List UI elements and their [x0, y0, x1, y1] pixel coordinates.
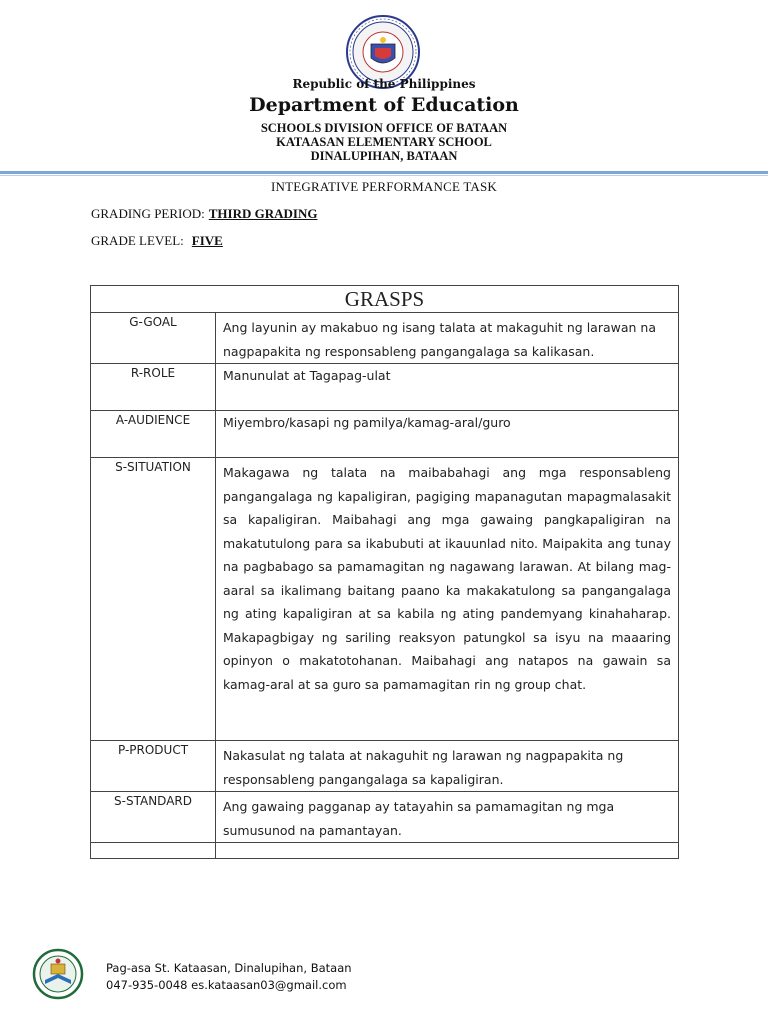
row-text-empty — [216, 843, 679, 859]
table-row — [91, 364, 679, 411]
row-label: A-AUDIENCE — [91, 411, 216, 458]
table-row — [91, 741, 679, 792]
grading-period-value: THIRD GRADING — [208, 206, 318, 221]
row-text: Nakasulat ng talata at nakaguhit ng larawan ng nagpapakita ng responsableng pangangalaga sa kapaligiran. — [216, 741, 679, 792]
header-divider-thin — [0, 175, 768, 176]
grade-level — [91, 233, 223, 249]
row-text: Miyembro/kasapi ng pamilya/kamag-aral/guro — [216, 411, 679, 458]
table-row — [91, 411, 679, 458]
table-row-empty — [91, 843, 679, 859]
grasps-table — [90, 285, 679, 859]
row-text: Makagawa ng talata na maibabahagi ang mga responsableng pangangalaga ng kapaligiran, pagiging mapanagutan mapagmalasakit sa kapaligiran. Maibahagi ang mga gawaing pangkapaligiran na makatutulong para sa ikabubuti at ikauunlad nito. Maipakita ang tunay na pagbabago sa pamamagitan ng nagawang larawan. At bilang mag-aaral sa ikalimang baitang paano ka makakatulong sa pangangalaga ng ating kapaligiran at sa kabila ng ating pandemyang kinahaharap. Makapagbigay ng sariling reaksyon patungkol sa isyu na maaaring opinyon o makatotohanan. Maibahagi ang natapos na gawain sa kamag-aral at sa guro sa pamamagitan rin ng group chat. — [216, 458, 679, 741]
grading-period — [91, 206, 317, 222]
grading-period-label: GRADING PERIOD: — [91, 206, 205, 221]
school-line: KATAASAN ELEMENTARY SCHOOL — [276, 135, 492, 149]
footer-contact: 047-935-0048 es.kataasan03@gmail.com — [106, 978, 347, 992]
table-heading: GRASPS — [91, 286, 679, 313]
table-row — [91, 458, 679, 741]
row-label: G-GOAL — [91, 313, 216, 364]
department-title: Department of Education — [249, 94, 519, 116]
division-line: SCHOOLS DIVISION OFFICE OF BATAAN — [260, 121, 508, 135]
row-label: P-PRODUCT — [91, 741, 216, 792]
row-text: Manunulat at Tagapag-ulat — [216, 364, 679, 411]
table-row — [91, 792, 679, 843]
row-label: S-SITUATION — [91, 458, 216, 741]
header-divider — [0, 171, 768, 174]
row-label: R-ROLE — [91, 364, 216, 411]
task-title: INTEGRATIVE PERFORMANCE TASK — [270, 179, 498, 194]
location-line: DINALUPIHAN, BATAAN — [310, 149, 458, 163]
footer-address: Pag-asa St. Kataasan, Dinalupihan, Bataan — [106, 961, 352, 975]
row-text: Ang layunin ay makabuo ng isang talata at makaguhit ng larawan na nagpapakita ng responsableng pangangalaga sa kalikasan. — [216, 313, 679, 364]
row-label: S-STANDARD — [91, 792, 216, 843]
row-label-empty — [91, 843, 216, 859]
table-row — [91, 313, 679, 364]
row-text: Ang gawaing pagganap ay tatayahin sa pamamagitan ng mga sumusunod na pamantayan. — [216, 792, 679, 843]
school-logo — [27, 948, 89, 1000]
grade-level-label: GRADE LEVEL: — [91, 233, 184, 248]
table-heading-row — [91, 286, 679, 313]
republic-line: Republic of the Philippines — [292, 77, 476, 91]
grade-level-value: FIVE — [191, 233, 223, 248]
